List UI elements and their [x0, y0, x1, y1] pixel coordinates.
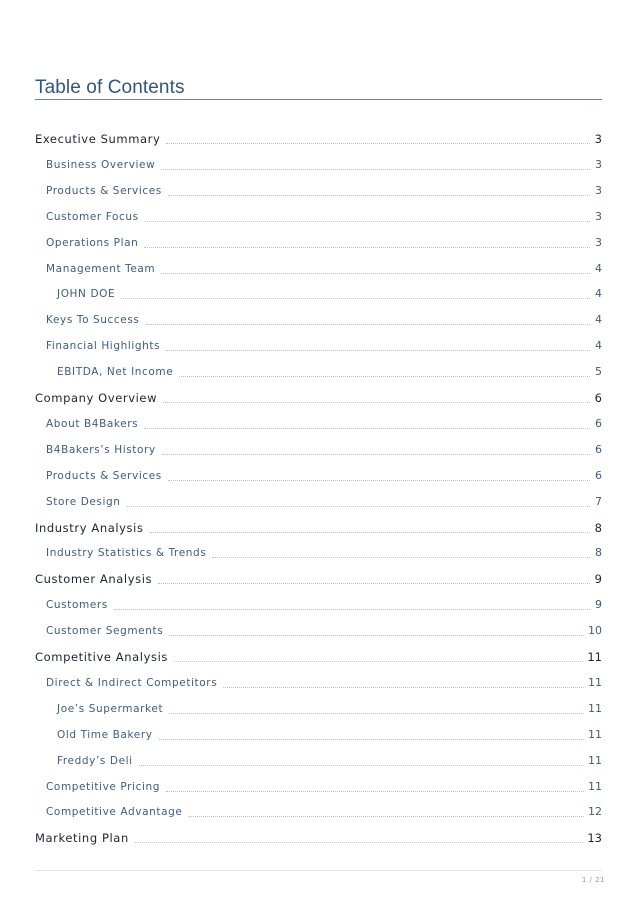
toc-entry-label: Store Design [46, 495, 121, 508]
dot-leader [158, 583, 590, 584]
toc-entry[interactable] [46, 618, 602, 638]
dot-leader [162, 454, 590, 455]
toc-entry-page-number: 11 [588, 701, 602, 715]
toc-entry[interactable] [35, 566, 602, 586]
toc-entry-page-number: 3 [595, 209, 602, 223]
dot-leader [188, 816, 584, 817]
dot-leader [159, 739, 584, 740]
toc-entry-page-number: 4 [595, 287, 602, 301]
toc-entry-page-number: 10 [588, 624, 602, 638]
toc-entry-page-number: 4 [595, 261, 602, 275]
dot-leader [168, 195, 590, 196]
toc-entry[interactable] [35, 126, 602, 146]
footer-divider [35, 870, 602, 871]
toc-entry-page-number: 11 [588, 727, 602, 741]
toc-entry-label: Company Overview [35, 391, 158, 405]
page-number: 1 / 21 [581, 876, 605, 884]
toc-entry-label: B4Bakers’s History [46, 443, 156, 456]
toc-entry[interactable] [46, 411, 602, 431]
toc-entry[interactable] [35, 825, 602, 845]
toc-entry-label: Competitive Analysis [35, 650, 168, 664]
toc-entry[interactable] [46, 540, 602, 560]
toc-entry-page-number: 3 [595, 183, 602, 197]
toc-entry-page-number: 9 [595, 598, 602, 612]
toc-entry[interactable] [46, 592, 602, 612]
toc-entry-page-number: 4 [595, 339, 602, 353]
toc-entry-label: Industry Statistics & Trends [46, 547, 207, 560]
toc-entry-page-number: 12 [588, 805, 602, 819]
dot-leader [135, 842, 584, 843]
toc-entry-label: JOHN DOE [57, 288, 116, 301]
toc-entry-page-number: 4 [595, 313, 602, 327]
dot-leader [223, 687, 584, 688]
dot-leader [166, 143, 590, 144]
toc-entry-page-number: 11 [588, 675, 602, 689]
toc-entry-label: Operations Plan [46, 236, 139, 249]
toc-entry[interactable] [46, 463, 602, 483]
toc-entry-label: Marketing Plan [35, 831, 129, 846]
toc-entry-page-number: 3 [595, 157, 602, 171]
toc-entry-label: Old Time Bakery [57, 728, 153, 741]
toc-entry-label: Keys To Success [46, 314, 140, 327]
toc-entry[interactable] [57, 696, 602, 716]
toc-entry-label: Competitive Advantage [46, 806, 183, 819]
dot-leader [146, 324, 590, 325]
dot-leader [166, 350, 590, 351]
toc-entry-label: Customer Focus [46, 210, 139, 223]
toc-entry-page-number: 8 [594, 520, 602, 535]
dot-leader [144, 247, 590, 248]
dot-leader [144, 428, 590, 429]
toc-entry[interactable] [57, 359, 602, 379]
toc-entry-page-number: 11 [588, 753, 602, 767]
dot-leader [166, 791, 584, 792]
toc-entry-label: EBITDA, Net Income [57, 366, 174, 379]
toc-entry-label: Management Team [46, 262, 156, 275]
dot-leader [169, 713, 584, 714]
toc-entry-label: Customer Analysis [35, 572, 153, 587]
toc-entry[interactable] [46, 437, 602, 457]
toc-entry-label: Joe’s Supermarket [57, 702, 164, 715]
dot-leader [179, 376, 590, 377]
dot-leader [127, 506, 590, 507]
toc-entry[interactable] [46, 489, 602, 509]
dot-leader [150, 532, 590, 533]
toc-entry-page-number: 11 [588, 779, 602, 793]
toc-entry-page-number: 9 [594, 572, 602, 587]
dot-leader [139, 765, 584, 766]
toc-entry-page-number: 6 [595, 416, 602, 430]
toc-entry-page-number: 6 [595, 468, 602, 482]
toc-entry[interactable] [57, 722, 602, 742]
page-title: Table of Contents [35, 77, 185, 98]
toc-entry-label: Financial Highlights [46, 340, 161, 353]
dot-leader [163, 402, 590, 403]
toc-entry[interactable] [46, 670, 602, 690]
toc-entry[interactable] [46, 178, 602, 198]
toc-entry-label: Freddy’s Deli [57, 754, 133, 767]
toc-entry-label: Competitive Pricing [46, 780, 160, 793]
toc-entry[interactable] [46, 152, 602, 172]
toc-entry[interactable] [46, 204, 602, 224]
toc-entry-label: Customer Segments [46, 625, 164, 638]
toc-entry-label: Business Overview [46, 158, 156, 171]
toc-entry-label: Industry Analysis [35, 520, 144, 535]
toc-entry[interactable] [46, 256, 602, 276]
toc-entry-label: Direct & Indirect Competitors [46, 676, 218, 689]
toc-entry[interactable] [46, 230, 602, 250]
toc-entry-page-number: 6 [594, 391, 602, 405]
toc-entry-label: About B4Bakers [46, 417, 139, 430]
toc-entry-label: Products & Services [46, 184, 162, 197]
toc-entry-page-number: 8 [595, 546, 602, 560]
toc-entry[interactable] [57, 281, 602, 301]
dot-leader [161, 273, 590, 274]
toc-entry-page-number: 3 [594, 132, 602, 146]
dot-leader [169, 635, 584, 636]
dot-leader [174, 661, 583, 662]
toc-entry[interactable] [46, 307, 602, 327]
toc-entry-page-number: 3 [595, 235, 602, 249]
dot-leader [161, 169, 590, 170]
toc-entry[interactable] [46, 799, 602, 819]
dot-leader [145, 221, 590, 222]
dot-leader [121, 298, 590, 299]
toc-entry[interactable] [46, 333, 602, 353]
toc-entry-page-number: 7 [595, 494, 602, 508]
toc-entry[interactable] [35, 385, 602, 405]
toc-entry-page-number: 5 [595, 365, 602, 379]
dot-leader [168, 480, 590, 481]
toc-entry[interactable] [57, 748, 602, 768]
toc-entry[interactable] [35, 644, 602, 664]
toc-entry-page-number: 6 [595, 442, 602, 456]
toc-entry-label: Products & Services [46, 469, 162, 482]
toc-entry[interactable] [35, 515, 602, 535]
dot-leader [212, 557, 590, 558]
toc-entry[interactable] [46, 774, 602, 794]
title-divider [35, 99, 602, 100]
toc-entry-label: Executive Summary [35, 132, 161, 146]
toc-entry-page-number: 11 [587, 650, 602, 664]
toc-entry-label: Customers [46, 599, 108, 612]
toc-entry-page-number: 13 [587, 831, 602, 846]
dot-leader [114, 609, 590, 610]
